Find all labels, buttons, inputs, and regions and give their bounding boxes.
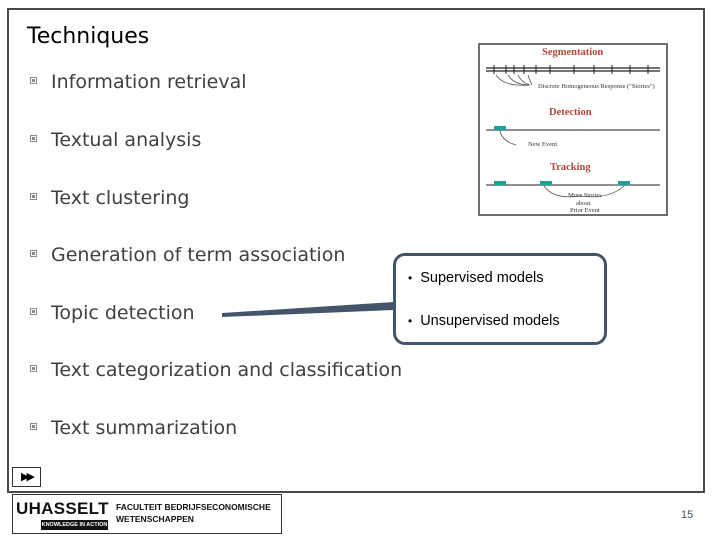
faculty-name: [116, 501, 271, 525]
logo-text: UHASSELT: [16, 499, 109, 518]
square-bullet-icon: [30, 77, 37, 84]
tracking-note-2: about: [576, 200, 591, 207]
bullet-item: [30, 417, 237, 439]
bullet-item: [30, 244, 345, 266]
bullet-item: [30, 129, 201, 151]
callout-item-text: Supervised models: [420, 270, 544, 286]
faculty-line-1: FACULTEIT BEDRIJFSECONOMISCHE: [116, 502, 271, 512]
bullet-dot-icon: •: [408, 271, 413, 285]
bullet-item: [30, 359, 402, 381]
detection-note: New Event: [528, 141, 558, 148]
callout-box: [393, 253, 607, 345]
detection-label: Detection: [549, 107, 592, 118]
callout-item: [408, 313, 560, 329]
tracking-note-1: More Stories: [568, 192, 602, 199]
bullet-text: Information retrieval: [51, 71, 247, 93]
callout-item-text: Unsupervised models: [420, 313, 560, 329]
bullet-text: Text summarization: [51, 417, 238, 439]
bullet-item: [30, 302, 195, 324]
bullet-text: Textual analysis: [51, 129, 202, 151]
bullet-text: Text categorization and classification: [51, 359, 403, 381]
callout-item: [408, 270, 544, 286]
segmentation-note: Discrete Homogeneous Response ("Stories"): [538, 83, 655, 90]
logo-tagline: KNOWLEDGE IN ACTION: [41, 522, 108, 528]
uhasselt-logo: [12, 494, 282, 534]
square-bullet-icon: [30, 193, 37, 200]
detection-diagram: [484, 123, 664, 149]
square-bullet-icon: [30, 250, 37, 257]
fast-forward-icon[interactable]: ▶▶: [12, 467, 41, 487]
bullet-text: Topic detection: [51, 302, 195, 324]
bullet-item: [30, 71, 247, 93]
segmentation-label: Segmentation: [542, 47, 604, 58]
slide-title: Techniques: [27, 24, 150, 49]
tracking-label: Tracking: [550, 162, 591, 173]
bullet-text: Text clustering: [51, 187, 190, 209]
square-bullet-icon: [30, 365, 37, 372]
bullet-text: Generation of term association: [51, 244, 346, 266]
callout-pointer: [222, 300, 397, 322]
bullet-dot-icon: •: [408, 314, 413, 328]
square-bullet-icon: [30, 135, 37, 142]
tdt-figure: [478, 43, 668, 216]
square-bullet-icon: [30, 308, 37, 315]
tracking-note-3: Prior Event: [570, 207, 600, 214]
bullet-item: [30, 187, 189, 209]
faculty-line-2: WETENSCHAPPEN: [116, 514, 194, 524]
square-bullet-icon: [30, 423, 37, 430]
page-number: 15: [681, 509, 694, 521]
